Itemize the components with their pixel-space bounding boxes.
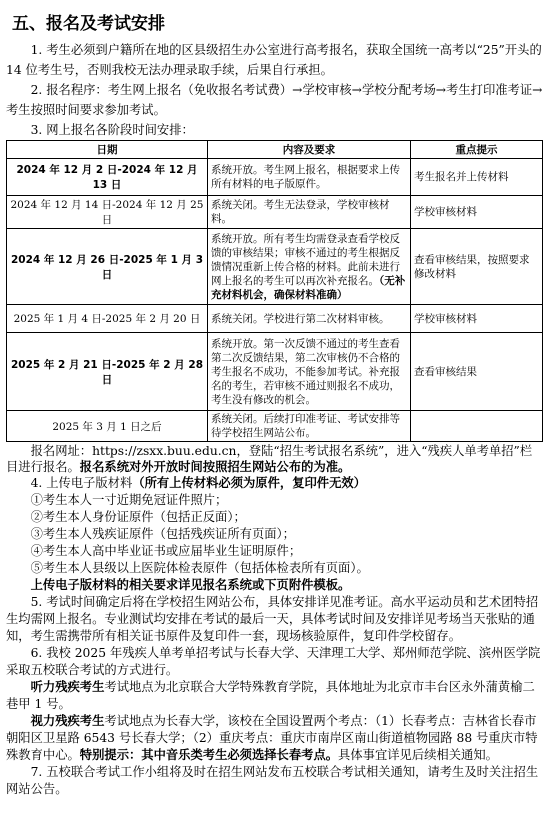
row-date: 2025 年 1 月 4 日-2025 年 2 月 20 日: [7, 305, 208, 333]
paragraph-7: 7. 五校联合考试工作小组将及时在招生网站发布五校联合考试相关通知，请考生及时关注招生网站公告。: [6, 765, 539, 796]
row-tip: 查看审核结果: [411, 333, 543, 411]
row-content: 系统关闭。后续打印准考证、考试安排等待学校招生网站公布。: [208, 411, 411, 442]
paragraph-6a: [6, 679, 544, 713]
row-tip: 学校审核材料: [411, 196, 543, 229]
row-date: 2024 年 12 月 26 日-2025 年 1 月 3 日: [7, 229, 208, 305]
upload-item: ④考生本人高中毕业证书或应届毕业生证明原件；: [30, 544, 302, 558]
row-date: 2024 年 12 月 14 日-2024 年 12 月 25 日: [7, 196, 208, 229]
row-tip: 查看审核结果，按照要求修改材料: [411, 229, 543, 305]
paragraph-6: 6. 我校 2025 年残疾人单考单招考试与长春大学、天津理工大学、郑州师范学院、滨州医学院采取五校联合考试的方式进行。: [6, 646, 541, 677]
upload-title: 4. 上传电子版材料: [30, 476, 133, 490]
upload-item: ③考生本人残疾证原件（包括残疾证所有页面）；: [30, 527, 295, 541]
row-content: 系统开放。第一次反馈不通过的考生查看第二次反馈结果，第二次审核仍不合格的考生报名不成功，不能参加考试。补充报名的考生，若审核不通过则报名不成功，考生没有修改的机会。: [208, 333, 411, 411]
header-date: 日期: [7, 141, 208, 159]
row-content-bold: （无补充材料机会，确保材料准确）: [211, 274, 406, 301]
row-content: 系统关闭。学校进行第二次材料审核。: [208, 305, 411, 333]
upload-note: [6, 577, 544, 594]
table-row: [7, 411, 543, 442]
special-note-bold: 特别提示：其中音乐类考生必须选择长春考点。: [79, 748, 339, 762]
hearing-text: 考试地点为北京联合大学特殊教育学院，具体地址为北京市丰台区永外蒲黄榆二巷甲 1 号。: [6, 680, 535, 711]
upload-item: ⑤考生本人县级以上医院体检表原件（包括体检表所有页面）。: [30, 561, 369, 575]
row-date: 2025 年 2 月 21 日-2025 年 2 月 28 日: [7, 333, 208, 411]
paragraph-6b: [6, 713, 544, 764]
row-tip: 学校审核材料: [411, 305, 543, 333]
row-tip: [411, 411, 543, 442]
document-page: [0, 8, 550, 828]
paragraph-5: 5. 考试时间确定后将在学校招生网站公布，具体安排详见准考证。高水平运动员和艺术团特招生均需网上报名。专业测试均安排在考试的最后一天，具体考试时间及安排详见考场当天张贴的通知，考生需携带所有相关证书原件及复印件一套，现场核验原件，复印件学校留存。: [6, 595, 539, 643]
upload-title-bold: （所有上传材料必须为原件，复印件无效）: [132, 476, 366, 490]
table-row: [7, 333, 543, 411]
row-date: 2025 年 3 月 1 日之后: [7, 411, 208, 442]
table-header-row: [7, 141, 543, 159]
hearing-label: 听力残疾考生: [30, 680, 105, 694]
table-row: [7, 305, 543, 333]
header-tip: 重点提示: [411, 141, 543, 159]
upload-heading: [6, 475, 544, 492]
paragraph-1: 1. 考生必须到户籍所在地的区县级招生办公室进行高考报名，获取全国统一高考以“25”开头的 14 位考生号，否则我校无法办理录取手续，后果自行承担。: [6, 43, 542, 77]
schedule-table: [6, 140, 543, 442]
vision-label: 视力残疾考生: [30, 714, 105, 728]
header-content: 内容及要求: [208, 141, 411, 159]
upload-item: ①考生本人一寸近期免冠证件照片；: [30, 493, 228, 507]
paragraph-3: 3. 网上报名各阶段时间安排：: [30, 123, 194, 137]
row-date: 2024 年 12 月 2 日-2024 年 12 月 13 日: [7, 159, 208, 196]
paragraph-2: 2. 报名程序：考生网上报名（免收报名考试费）→学校审核→学校分配考场→考生打印准考证→考生按照时间要求参加考试。: [6, 83, 543, 117]
section-title: 五、报名及考试安排: [12, 14, 165, 34]
row-content: 系统开放。考生网上报名，根据要求上传所有材料的电子版原件。: [208, 159, 411, 196]
site-text: 报名网址：https://zsxx.buu.edu.cn，登陆“招生考试报名系统”，进入“残疾人单考单招”栏目进行报名。: [6, 444, 533, 474]
table-row: [7, 196, 543, 229]
table-row: [7, 229, 543, 305]
upload-note-bold: 上传电子版材料的相关要求详见报名系统或下页附件模板。: [30, 578, 351, 592]
row-tip: 考生报名并上传材料: [411, 159, 543, 196]
special-note-text: 具体事宜详见后续相关通知。: [338, 748, 498, 762]
site-paragraph: [6, 443, 544, 475]
table-row: [7, 159, 543, 196]
upload-item: ②考生本人身份证原件（包括正反面）；: [30, 510, 246, 524]
row-content: [208, 229, 411, 305]
row-content: 系统关闭。考生无法登录，学校审核材料。: [208, 196, 411, 229]
site-note-bold: 报名系统对外开放时间按照招生网站公布的为准。: [79, 460, 351, 474]
vision-text: 考试地点为长春大学，该校在全国设置两个考点：（1）长春考点：吉林省长春市朝阳区卫星路 6543 号长春大学；（2）重庆考点：重庆市南岸区南山街道植物园路 88 号重庆市特殊教育中心。: [6, 714, 538, 762]
row-content-text: 系统开放。所有考生均需登录查看学校反馈的审核结果；审核不通过的考生根据反馈情况重新上传合格的材料。此前未进行网上报名的考生可以再次补充报名。: [211, 232, 400, 287]
